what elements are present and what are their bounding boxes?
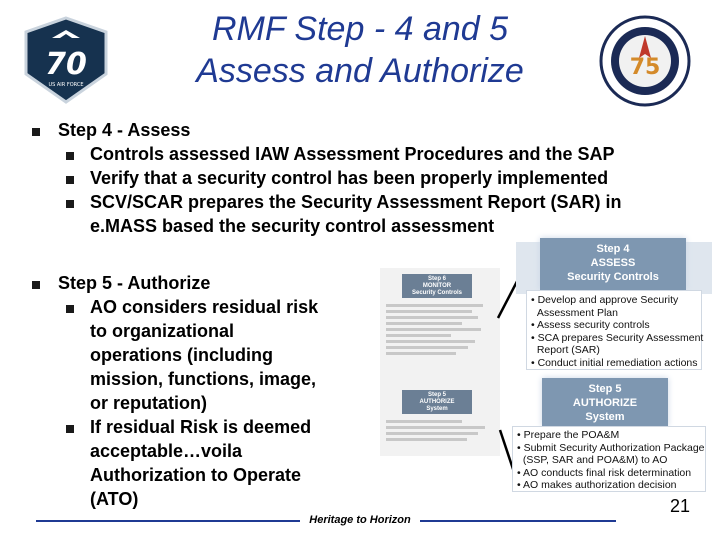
step5-authorize-box xyxy=(542,378,668,426)
step5-item-2-line-2: acceptable…voila xyxy=(90,441,243,461)
authorize-box xyxy=(402,390,472,414)
step5-item-2-line-4: (ATO) xyxy=(90,489,139,509)
step5-list-item: (SSP, SAR and POA&M) to AO xyxy=(522,454,668,466)
step5-item-2-line-3: Authorization to Operate xyxy=(90,465,301,485)
step4-list-item: • Conduct initial remediation actions xyxy=(531,356,698,369)
step4-list-item: Assessment Plan xyxy=(536,306,618,319)
authorize-box-line: Step 5 xyxy=(427,392,446,398)
title-line-1: RMF Step - 4 and 5 xyxy=(211,10,509,48)
logo-left-number: 70 xyxy=(45,47,87,82)
step5-item-1-line-1: AO considers residual risk xyxy=(90,297,319,317)
title-line-2: Assess and Authorize xyxy=(196,52,524,90)
rmf-mini-diagram xyxy=(380,268,500,456)
monitor-list xyxy=(386,302,494,382)
bullet-square-icon xyxy=(66,425,74,433)
step5-heading: Step 5 - Authorize xyxy=(58,273,211,293)
step5-list-item: • Prepare the POA&M xyxy=(517,429,620,441)
bullet-square-icon xyxy=(32,128,40,136)
step4-list-item: • SCA prepares Security Assessment xyxy=(531,331,704,344)
page-number: 21 xyxy=(670,496,691,516)
footer-tagline: Heritage to Horizon xyxy=(300,514,420,526)
step4-item-3: SCV/SCAR prepares the Security Assessment Report (SAR) in xyxy=(90,192,622,212)
monitor-box-line: Security Controls xyxy=(411,290,462,296)
step4-list xyxy=(531,294,703,369)
monitor-box-line: Step 6 xyxy=(427,276,446,282)
bullet-square-icon xyxy=(66,152,74,160)
step5-item-1-line-5: or reputation) xyxy=(90,393,207,413)
step4-item-2: Verify that a security control has been properly implemented xyxy=(90,168,609,188)
step4-assess-box xyxy=(540,238,686,290)
step4-list-item: • Develop and approve Security xyxy=(531,294,679,306)
authorize-box-line: System xyxy=(426,406,448,412)
bullet-square-icon xyxy=(32,281,40,289)
monitor-box-line: MONITOR xyxy=(422,283,452,289)
step5-item-1-line-4: mission, functions, image, xyxy=(90,369,317,389)
step5-list-item: • AO makes authorization decision xyxy=(517,479,677,491)
step4-box-line: ASSESS xyxy=(590,257,636,269)
step4-item-1: Controls assessed IAW Assessment Procedures and the SAP xyxy=(90,144,615,164)
step5-item-1-line-2: to organizational xyxy=(90,321,234,341)
step4-list-item: • Assess security controls xyxy=(531,319,650,331)
step4-list-panel xyxy=(526,290,702,370)
authorize-list xyxy=(386,418,494,452)
bullet-square-icon xyxy=(66,305,74,313)
step5-list xyxy=(517,429,705,492)
step5-box-line: Step 5 xyxy=(588,383,622,395)
authorize-box-line: AUTHORIZE xyxy=(419,399,455,405)
monitor-box xyxy=(402,274,472,298)
step5-box-line: AUTHORIZE xyxy=(572,397,638,409)
step4-item-3-cont: e.MASS based the security control assessment xyxy=(90,216,495,236)
logo-right-number: 75 xyxy=(629,55,661,80)
step5-box-line: System xyxy=(585,411,625,423)
step5-list-item: • Submit Security Authorization Package xyxy=(517,441,705,454)
bullet-square-icon xyxy=(66,200,74,208)
step5-item-1-line-3: operations (including xyxy=(90,345,273,365)
step4-heading: Step 4 - Assess xyxy=(58,120,191,140)
step5-list-panel xyxy=(512,426,706,492)
step4-box-line: Step 4 xyxy=(596,243,630,255)
step5-item-2-line-1: If residual Risk is deemed xyxy=(90,417,312,437)
step5-list-item: • AO conducts final risk determination xyxy=(517,466,692,479)
step4-list-item: Report (SAR) xyxy=(536,344,600,356)
bullet-square-icon xyxy=(66,176,74,184)
step4-box-line: Security Controls xyxy=(567,271,659,283)
logo-left-subtext: US AIR FORCE xyxy=(48,82,84,88)
